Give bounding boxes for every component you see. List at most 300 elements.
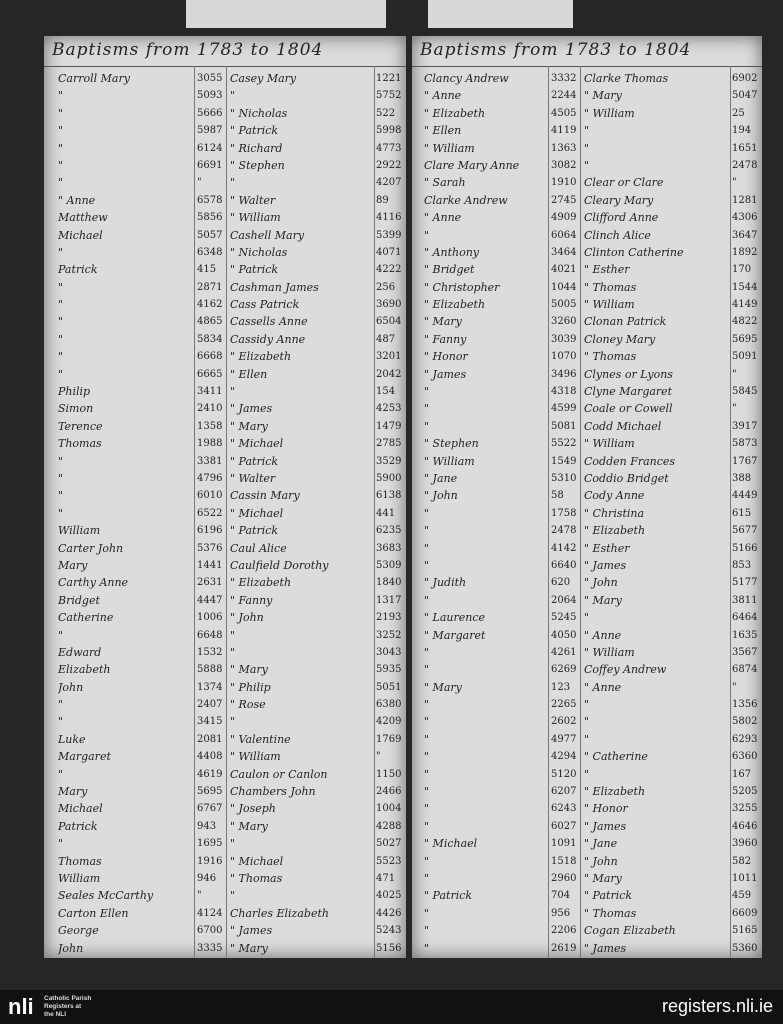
register-number: 1441 bbox=[197, 559, 223, 571]
register-number: 3683 bbox=[376, 542, 402, 554]
register-entry: " Elizabeth bbox=[584, 524, 646, 538]
register-number: 6504 bbox=[376, 316, 402, 328]
register-number: 4796 bbox=[197, 472, 223, 484]
register-entry: " bbox=[58, 837, 64, 851]
register-entry: " bbox=[230, 385, 236, 399]
register-number: 6522 bbox=[197, 507, 223, 519]
register-number: 3647 bbox=[732, 229, 758, 241]
register-entry: " Mary bbox=[230, 941, 268, 955]
register-number: 1358 bbox=[197, 420, 223, 432]
register-entry: " Philip bbox=[230, 680, 271, 694]
register-number: 4207 bbox=[376, 177, 402, 189]
register-entry: " bbox=[58, 245, 64, 259]
register-number: 1532 bbox=[197, 646, 223, 658]
register-number: 5047 bbox=[732, 90, 758, 102]
register-number: 2042 bbox=[376, 368, 402, 380]
register-entry: " bbox=[58, 298, 64, 312]
register-entry: " bbox=[424, 419, 430, 433]
register-entry: " bbox=[58, 698, 64, 712]
register-entry: " Nicholas bbox=[230, 245, 288, 259]
register-number: 5935 bbox=[376, 664, 402, 676]
column-rule bbox=[194, 66, 195, 958]
register-number: 3252 bbox=[376, 629, 402, 641]
register-entry: " Patrick bbox=[584, 889, 633, 903]
register-number: 3917 bbox=[732, 420, 758, 432]
register-number: 4149 bbox=[732, 299, 758, 311]
register-entry: " Joseph bbox=[230, 802, 276, 816]
register-number: 5987 bbox=[197, 125, 223, 137]
register-number: 4294 bbox=[551, 751, 577, 763]
register-number: 154 bbox=[376, 386, 396, 398]
register-number: 1840 bbox=[376, 577, 402, 589]
register-entry: " Elizabeth bbox=[230, 350, 292, 364]
register-entry: " bbox=[230, 176, 236, 190]
register-number: 6665 bbox=[197, 368, 223, 380]
register-entry: " Michael bbox=[230, 506, 284, 520]
register-entry: " William bbox=[584, 645, 635, 659]
register-entry: Clear or Clare bbox=[584, 176, 664, 190]
register-number: 853 bbox=[732, 559, 752, 571]
register-entry: " Stephen bbox=[424, 437, 479, 451]
register-number: 4449 bbox=[732, 490, 758, 502]
register-number: 3567 bbox=[732, 646, 758, 658]
register-number: " bbox=[197, 177, 202, 189]
register-entry: Coale or Cowell bbox=[584, 402, 673, 416]
register-number: 256 bbox=[376, 281, 396, 293]
register-entry: " bbox=[424, 924, 430, 938]
page-title-right: Baptisms from 1783 to 1804 bbox=[420, 40, 692, 60]
register-entry: " Honor bbox=[424, 350, 468, 364]
register-entry: " bbox=[230, 89, 236, 103]
register-number: 3381 bbox=[197, 455, 223, 467]
register-entry: " Thomas bbox=[584, 350, 637, 364]
footer-bar bbox=[0, 990, 783, 1024]
register-entry: Clarke Andrew bbox=[424, 193, 508, 207]
register-entry: Caulon or Canlon bbox=[230, 767, 328, 781]
register-number: 6064 bbox=[551, 229, 577, 241]
register-entry: " bbox=[424, 663, 430, 677]
register-entry: " bbox=[424, 767, 430, 781]
register-number: 1758 bbox=[551, 507, 577, 519]
register-number: 4773 bbox=[376, 142, 402, 154]
register-number: 704 bbox=[551, 890, 571, 902]
paper-tab-right bbox=[428, 0, 573, 28]
register-entry: Cass Patrick bbox=[230, 298, 300, 312]
register-entry: " bbox=[58, 332, 64, 346]
register-number: 5399 bbox=[376, 229, 402, 241]
register-number: 5310 bbox=[551, 472, 577, 484]
register-number: 2206 bbox=[551, 925, 577, 937]
register-entry: Cogan Elizabeth bbox=[584, 924, 676, 938]
register-entry: " bbox=[424, 750, 430, 764]
register-entry: Mary bbox=[58, 785, 88, 799]
register-number bbox=[551, 957, 579, 958]
register-entry: " James bbox=[424, 367, 467, 381]
register-number: 4822 bbox=[732, 316, 758, 328]
register-number bbox=[376, 957, 404, 958]
register-number: 4261 bbox=[551, 646, 577, 658]
register-entry: " James bbox=[584, 558, 627, 572]
register-number: 5120 bbox=[551, 768, 577, 780]
register-entry: Thomas bbox=[58, 437, 102, 451]
register-entry: " bbox=[58, 767, 64, 781]
register-number: 1363 bbox=[551, 142, 577, 154]
register-number: 5093 bbox=[197, 90, 223, 102]
register-entry: " bbox=[424, 819, 430, 833]
register-entry: " Walter bbox=[230, 193, 276, 207]
register-number: 6293 bbox=[732, 733, 758, 745]
register-number: 459 bbox=[732, 890, 752, 902]
register-entry: " bbox=[58, 506, 64, 520]
register-number: 6380 bbox=[376, 699, 402, 711]
register-entry: " bbox=[424, 941, 430, 955]
register-entry: " bbox=[58, 106, 64, 120]
column-rule bbox=[374, 66, 375, 958]
register-number: 2922 bbox=[376, 159, 402, 171]
register-number: 5666 bbox=[197, 107, 223, 119]
register-number: 3690 bbox=[376, 299, 402, 311]
register-entry: Catherine bbox=[58, 611, 114, 625]
register-entry: " Rose bbox=[230, 698, 266, 712]
register-entry: " Patrick bbox=[230, 454, 279, 468]
register-number: 123 bbox=[551, 681, 571, 693]
register-entry: Seales McCarthy bbox=[58, 889, 154, 903]
register-entry: " James bbox=[230, 402, 273, 416]
register-number: 5695 bbox=[197, 786, 223, 798]
register-entry: Cassidy Anne bbox=[230, 332, 306, 346]
register-entry: " Ellen bbox=[424, 124, 462, 138]
register-entry: John bbox=[58, 680, 84, 694]
register-entry: Cashell Mary bbox=[230, 228, 305, 242]
register-entry: " bbox=[424, 645, 430, 659]
nli-logo[interactable]: nli bbox=[8, 994, 34, 1019]
register-number: 6874 bbox=[732, 664, 758, 676]
register-number: 5834 bbox=[197, 333, 223, 345]
register-entry: " Michael bbox=[230, 437, 284, 451]
register-number: 4124 bbox=[197, 907, 223, 919]
register-number: 4050 bbox=[551, 629, 577, 641]
register-number: 620 bbox=[551, 577, 571, 589]
register-number: 1988 bbox=[197, 438, 223, 450]
register-number: 5051 bbox=[376, 681, 402, 693]
register-entry: " Patrick bbox=[230, 263, 279, 277]
register-entry: " Thomas bbox=[584, 906, 637, 920]
register-entry: " bbox=[58, 471, 64, 485]
register-number: 3332 bbox=[551, 73, 577, 84]
register-number: 5156 bbox=[376, 942, 402, 954]
register-number: 6691 bbox=[197, 159, 223, 171]
register-number: 1356 bbox=[732, 699, 758, 711]
register-number: 522 bbox=[376, 107, 396, 119]
register-number: 2619 bbox=[551, 942, 577, 954]
register-entry: Coddio Bridget bbox=[584, 471, 669, 485]
register-number: 3043 bbox=[376, 646, 402, 658]
register-entry: " James bbox=[584, 819, 627, 833]
register-entry: Bridget bbox=[58, 593, 100, 607]
register-entry: " Ellen bbox=[230, 367, 268, 381]
register-number: 4447 bbox=[197, 594, 223, 606]
number-column bbox=[732, 70, 760, 958]
register-entry: " Michael bbox=[424, 837, 478, 851]
register-number: 4408 bbox=[197, 751, 223, 763]
register-number: 487 bbox=[376, 333, 396, 345]
register-entry: " bbox=[584, 611, 590, 625]
register-number: 3039 bbox=[551, 333, 577, 345]
register-entry bbox=[584, 957, 728, 958]
register-number: 3464 bbox=[551, 246, 577, 258]
register-entry: " Bridget bbox=[424, 263, 475, 277]
register-number: 5856 bbox=[197, 212, 223, 224]
register-number: 1150 bbox=[376, 768, 402, 780]
register-entry: " bbox=[424, 506, 430, 520]
register-entry: " bbox=[58, 489, 64, 503]
register-page-right bbox=[412, 36, 762, 958]
register-number: 6464 bbox=[732, 612, 758, 624]
register-number: 4306 bbox=[732, 212, 758, 224]
register-number: 5802 bbox=[732, 716, 758, 728]
register-number: 1281 bbox=[732, 194, 758, 206]
register-number: 5091 bbox=[732, 351, 758, 363]
register-entry: Carroll Mary bbox=[58, 72, 130, 85]
register-number: 4318 bbox=[551, 386, 577, 398]
register-number: 6235 bbox=[376, 525, 402, 537]
register-number: 4977 bbox=[551, 733, 577, 745]
register-entry: " bbox=[424, 802, 430, 816]
register-number: " bbox=[197, 890, 202, 902]
register-entry: Clonan Patrick bbox=[584, 315, 667, 329]
register-entry: " bbox=[58, 715, 64, 729]
register-number: 1651 bbox=[732, 142, 758, 154]
number-column bbox=[376, 70, 404, 958]
register-entry: " bbox=[424, 593, 430, 607]
register-entry: " William bbox=[584, 437, 635, 451]
register-number: 1004 bbox=[376, 803, 402, 815]
register-entry: " bbox=[424, 524, 430, 538]
register-entry: " bbox=[424, 871, 430, 885]
register-number: 582 bbox=[732, 855, 752, 867]
register-number: 6027 bbox=[551, 820, 577, 832]
register-entry: " bbox=[424, 732, 430, 746]
register-entry: " Anne bbox=[58, 193, 96, 207]
register-number: 4116 bbox=[376, 212, 402, 224]
header-rule bbox=[412, 66, 762, 67]
register-entry: Cassin Mary bbox=[230, 489, 300, 503]
names-column bbox=[424, 70, 546, 958]
register-entry: " Elizabeth bbox=[584, 785, 646, 799]
register-number: 4162 bbox=[197, 299, 223, 311]
register-number: 1916 bbox=[197, 855, 223, 867]
register-number: 2410 bbox=[197, 403, 223, 415]
register-number: 1317 bbox=[376, 594, 402, 606]
register-number: 1767 bbox=[732, 455, 758, 467]
register-entry: George bbox=[58, 924, 99, 938]
paper-tab-left bbox=[186, 0, 386, 28]
register-entry: Michael bbox=[58, 802, 103, 816]
register-number: 5057 bbox=[197, 229, 223, 241]
register-number: " bbox=[732, 403, 737, 415]
register-entry: " Mary bbox=[424, 680, 462, 694]
register-number: 6207 bbox=[551, 786, 577, 798]
register-number: 3082 bbox=[551, 159, 577, 171]
register-entry: Clinton Catherine bbox=[584, 245, 684, 259]
register-number: 2193 bbox=[376, 612, 402, 624]
register-entry: Clancy Andrew bbox=[424, 72, 509, 85]
column-rule bbox=[580, 66, 581, 958]
register-entry: " Richard bbox=[230, 141, 283, 155]
register-entry: " John bbox=[584, 576, 618, 590]
register-number: 3496 bbox=[551, 368, 577, 380]
register-entry: " Esther bbox=[584, 263, 630, 277]
register-entry: William bbox=[58, 871, 101, 885]
register-number: 4071 bbox=[376, 246, 402, 258]
register-entry: " Fanny bbox=[230, 593, 273, 607]
register-entry: " bbox=[424, 785, 430, 799]
register-entry: " Fanny bbox=[424, 332, 467, 346]
register-number: 5522 bbox=[551, 438, 577, 450]
register-entry: " John bbox=[230, 611, 264, 625]
register-entry: Luke bbox=[58, 732, 86, 746]
register-entry: " Christina bbox=[584, 506, 645, 520]
register-entry: " Mary bbox=[230, 663, 268, 677]
register-number: 6196 bbox=[197, 525, 223, 537]
org-line: Registers at bbox=[44, 1003, 82, 1010]
site-link[interactable]: registers.nli.ie bbox=[661, 996, 773, 1016]
register-number bbox=[197, 957, 225, 958]
register-number: 3335 bbox=[197, 942, 223, 954]
register-entry: " bbox=[424, 906, 430, 920]
register-entry: " Valentine bbox=[230, 732, 291, 746]
names-column bbox=[58, 70, 192, 958]
register-number: 5695 bbox=[732, 333, 758, 345]
register-entry bbox=[230, 957, 372, 958]
register-number: 1544 bbox=[732, 281, 758, 293]
register-number: 4865 bbox=[197, 316, 223, 328]
register-entry: " bbox=[58, 367, 64, 381]
register-entry: Clifford Anne bbox=[584, 211, 659, 225]
register-number: 4119 bbox=[551, 125, 577, 137]
register-entry: " bbox=[424, 854, 430, 868]
register-number: 3811 bbox=[732, 594, 758, 606]
register-number: 5873 bbox=[732, 438, 758, 450]
register-number: 946 bbox=[197, 872, 217, 884]
register-entry: Clynes or Lyons bbox=[584, 367, 673, 381]
register-entry: " bbox=[230, 645, 236, 659]
register-number: 1221 bbox=[376, 73, 402, 84]
register-entry: " Margaret bbox=[424, 628, 486, 642]
register-entry: Edward bbox=[58, 645, 102, 659]
register-number: 1479 bbox=[376, 420, 402, 432]
register-number: 3260 bbox=[551, 316, 577, 328]
register-number: 5523 bbox=[376, 855, 402, 867]
register-entry: " bbox=[424, 698, 430, 712]
register-number: 615 bbox=[732, 507, 752, 519]
register-entry: " Patrick bbox=[230, 124, 279, 138]
number-column bbox=[551, 70, 579, 958]
register-number: 2785 bbox=[376, 438, 402, 450]
register-entry: " bbox=[230, 837, 236, 851]
register-entry: " bbox=[230, 628, 236, 642]
register-number: 1091 bbox=[551, 838, 577, 850]
register-entry: " bbox=[584, 732, 590, 746]
register-number: 2407 bbox=[197, 699, 223, 711]
register-entry: " bbox=[584, 698, 590, 712]
register-number: 5845 bbox=[732, 386, 758, 398]
register-entry: Matthew bbox=[58, 211, 108, 225]
register-number: 5309 bbox=[376, 559, 402, 571]
register-number bbox=[732, 957, 760, 958]
register-entry: " Sarah bbox=[424, 176, 466, 190]
register-entry: " Anthony bbox=[424, 245, 480, 259]
org-line: Catholic Parish bbox=[44, 995, 92, 1002]
register-number: 6609 bbox=[732, 907, 758, 919]
register-entry bbox=[424, 957, 546, 958]
register-number: 6010 bbox=[197, 490, 223, 502]
register-entry: " bbox=[58, 141, 64, 155]
register-number: 4025 bbox=[376, 890, 402, 902]
register-entry: " bbox=[230, 715, 236, 729]
register-entry: William bbox=[58, 524, 101, 538]
register-number: 5888 bbox=[197, 664, 223, 676]
register-number: 6648 bbox=[197, 629, 223, 641]
register-number: 6767 bbox=[197, 803, 223, 815]
register-entry: " James bbox=[584, 941, 627, 955]
register-entry: " Stephen bbox=[230, 158, 285, 172]
register-entry: Cashman James bbox=[230, 280, 319, 294]
register-number: 5177 bbox=[732, 577, 758, 589]
register-entry: Mary bbox=[58, 558, 88, 572]
register-number: 5205 bbox=[732, 786, 758, 798]
register-entry: " Honor bbox=[584, 802, 628, 816]
org-name bbox=[44, 995, 104, 1019]
register-entry: Cloney Mary bbox=[584, 332, 656, 346]
register-number: 5900 bbox=[376, 472, 402, 484]
register-number: 6902 bbox=[732, 73, 758, 84]
register-number: 6138 bbox=[376, 490, 402, 502]
register-number: 4619 bbox=[197, 768, 223, 780]
register-entry: " Esther bbox=[584, 541, 630, 555]
register-entry: Cassells Anne bbox=[230, 315, 308, 329]
register-entry: " Thomas bbox=[230, 871, 283, 885]
register-entry: " William bbox=[230, 211, 281, 225]
register-entry: " Mary bbox=[230, 419, 268, 433]
register-entry: Chambers John bbox=[230, 785, 316, 799]
register-number: 2478 bbox=[732, 159, 758, 171]
register-number: 6578 bbox=[197, 194, 223, 206]
register-entry: " bbox=[58, 124, 64, 138]
register-entry: " Mary bbox=[584, 871, 622, 885]
register-entry: Charles Elizabeth bbox=[230, 906, 329, 920]
register-page-left bbox=[44, 36, 406, 958]
register-number: 3055 bbox=[197, 73, 223, 84]
register-number: 4288 bbox=[376, 820, 402, 832]
register-entry: Caulfield Dorothy bbox=[230, 558, 329, 572]
register-number: 5752 bbox=[376, 90, 402, 102]
register-entry: Cody Anne bbox=[584, 489, 645, 503]
register-number: 4222 bbox=[376, 264, 402, 276]
register-number: 5998 bbox=[376, 125, 402, 137]
register-number: 4909 bbox=[551, 212, 577, 224]
register-number: 6640 bbox=[551, 559, 577, 571]
register-entry: " William bbox=[424, 141, 475, 155]
register-entry: " Mary bbox=[230, 819, 268, 833]
register-entry: " Anne bbox=[424, 89, 462, 103]
register-number: 956 bbox=[551, 907, 571, 919]
register-entry: " William bbox=[230, 750, 281, 764]
register-number: 2602 bbox=[551, 716, 577, 728]
register-entry: " James bbox=[230, 924, 273, 938]
register-entry: Carthy Anne bbox=[58, 576, 129, 590]
register-entry: " Judith bbox=[424, 576, 467, 590]
